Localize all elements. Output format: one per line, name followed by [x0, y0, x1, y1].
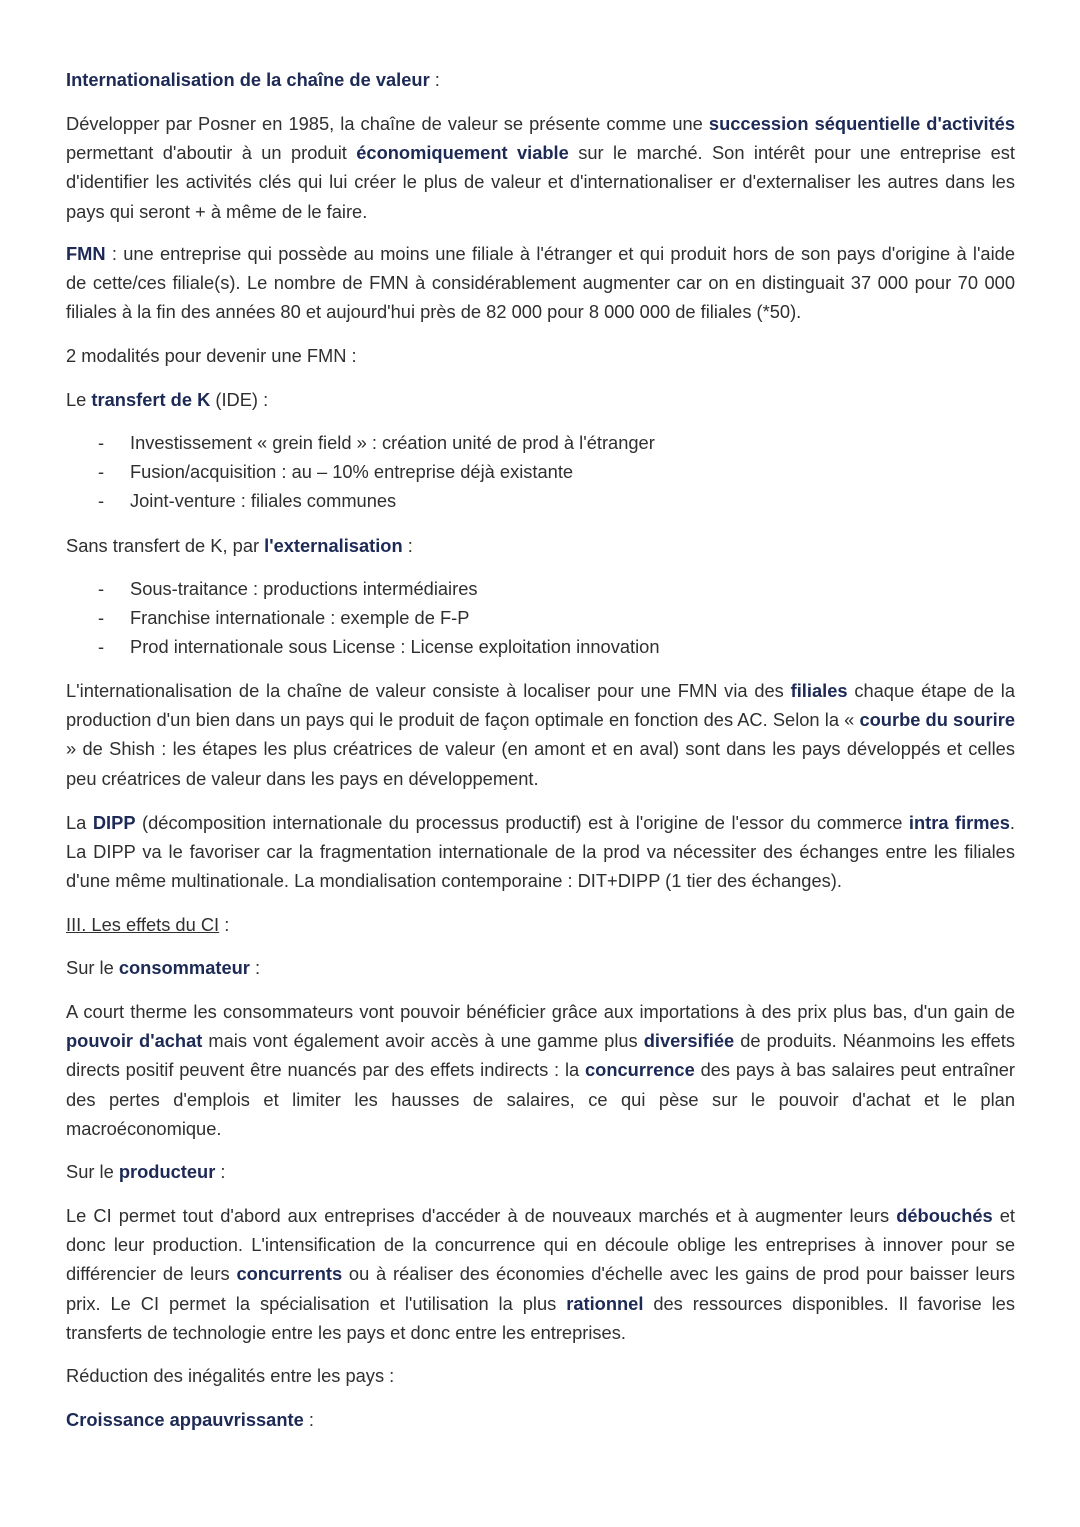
section-heading-effets-ci: III. Les effets du CI : — [66, 914, 230, 935]
paragraph-consommateur: A court therme les consommateurs vont pouvoir bénéficier grâce aux importations à des prix plus bas, d'un gain de pouvoir d'achat mais vont également avoir accès à une gamme plus diversifiée de produits. Néanmoins les effets directs positif peuvent être nuancés par des effets indirects : la concurrence des pays à bas salaires peut entraîner des pertes d'emplois et limiter les hausses de salaires, ce qui pèse sur le pouvoir d'achat et le plan macroéconomique. — [66, 1001, 1015, 1139]
list-item: - Franchise internationale : exemple de F-P — [98, 607, 470, 629]
list-item: - Sous-traitance : productions intermédiaires — [98, 578, 478, 599]
paragraph-dipp: La DIPP (décomposition internationale du processus productif) est à l'origine de l'essor du commerce intra firmes. La DIPP va le favoriser car la fragmentation internationale de la prod va nécessiter des échanges entre les filiales d'une même multinationale. La mondialisation contemporaine : DIT+DIPP (1 tier des échanges). — [66, 812, 1015, 892]
paragraph-reduction-inegalites: Réduction des inégalités entre les pays : — [66, 1365, 395, 1386]
paragraph-producteur: Le CI permet tout d'abord aux entreprises d'accéder à de nouveaux marchés et à augmenter leurs débouchés et donc leur production. L'intensification de la concurrence qui en découle oblige les entreprises à innover pour se différencier de leurs concurrents ou à réaliser des économies d'échelle avec les gains de prod pour baisser leurs prix. Le CI permet la spécialisation et l'utilisation la plus rationnel des ressources disponibles. Il favorise les transferts de technologie entre les pays et donc entre les entreprises. — [66, 1205, 1016, 1343]
paragraph-internationalisation: L'internationalisation de la chaîne de valeur consiste à localiser pour une FMN via des filiales chaque étape de la production d'un bien dans un pays qui le produit de façon optimale en fonction des AC. Selon la « courbe du sourire » de Shish : les étapes les plus créatrices de valeur (en amont et en aval) sont dans les pays développés et celles peu créatrices de valeur dans les pays en développement. — [66, 680, 1016, 789]
list-item: - Investissement « grein field » : création unité de prod à l'étranger — [98, 432, 655, 453]
paragraph-externalisation: Sans transfert de K, par l'externalisation : — [66, 535, 413, 556]
list-externalisation — [66, 574, 966, 662]
paragraph-posner: Développer par Posner en 1985, la chaîne de valeur se présente comme une succession séquentielle d'activités permettant d'aboutir à un produit économiquement viable sur le marché. Son intérêt pour une entreprise est d'identifier les activités clés qui lui créer le plus de valeur et d'internationaliser er d'externaliser les autres dans les pays qui seront + à même de le faire. — [66, 113, 1015, 222]
paragraph-modalites: 2 modalités pour devenir une FMN : — [66, 345, 357, 366]
list-item: - Joint-venture : filiales communes — [98, 490, 397, 512]
list-item: - Fusion/acquisition : au – 10% entreprise déjà existante — [98, 461, 574, 483]
paragraph-transfert-k: Le transfert de K (IDE) : — [66, 389, 269, 410]
subheading-producteur: Sur le producteur : — [66, 1161, 226, 1182]
list-transfert-k — [66, 428, 966, 516]
list-item: - Prod internationale sous License : License exploitation innovation — [98, 636, 660, 658]
paragraph-fmn: FMN : une entreprise qui possède au moins une filiale à l'étranger et qui produit hors de son pays d'origine à l'aide de cette/ces filiale(s). Le nombre de FMN à considérablement augmenter car on en distinguait 37 000 pour 70 000 filiales à la fin des années 80 et aujourd'hui près de 82 000 pour 8 000 000 de filiales (*50). — [66, 243, 1015, 323]
section-heading-chaine-valeur: Internationalisation de la chaîne de valeur : — [66, 69, 440, 90]
subheading-consommateur: Sur le consommateur : — [66, 957, 261, 978]
subheading-croissance-appauvrissante: Croissance appauvrissante : — [66, 1409, 314, 1430]
